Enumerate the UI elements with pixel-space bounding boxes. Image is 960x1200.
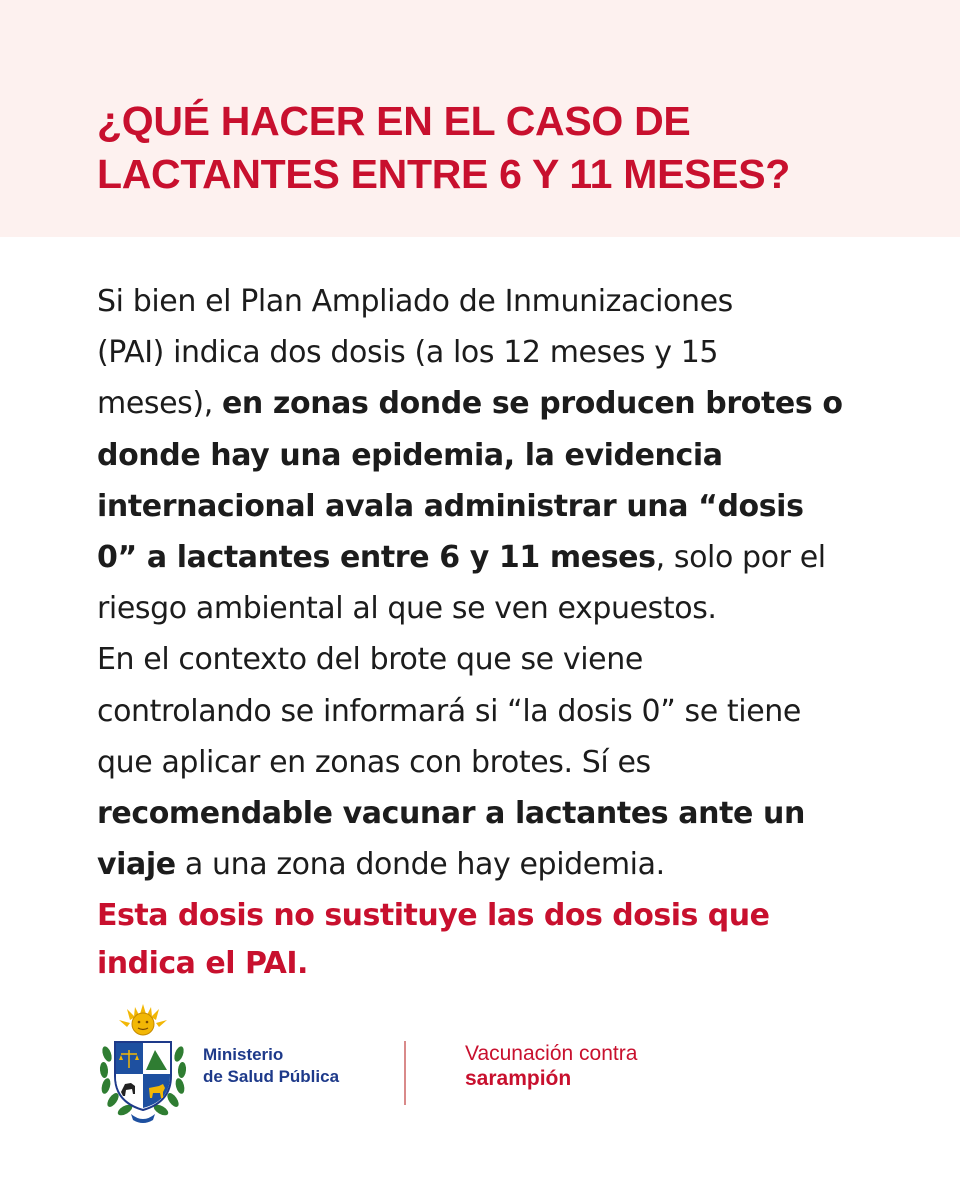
body-line: Si bien el Plan Ampliado de Inmunizaciones bbox=[97, 284, 733, 319]
body-text-segment: meses), bbox=[97, 386, 222, 422]
title-line: ¿QUÉ HACER EN EL CASO DE bbox=[97, 98, 691, 144]
national-coat-of-arms-icon bbox=[97, 1004, 189, 1126]
title-line: LACTANTES ENTRE 6 Y 11 MESES? bbox=[97, 151, 791, 197]
body-paragraph bbox=[97, 276, 897, 890]
body-line: que aplicar en zonas con brotes. Sí es bbox=[97, 744, 651, 780]
header-banner bbox=[0, 0, 960, 237]
body-line bbox=[97, 532, 897, 583]
body-line bbox=[97, 378, 897, 429]
campaign-label bbox=[465, 1041, 637, 1091]
body-bold-segment: 0” a lactantes entre 6 y 11 meses bbox=[97, 540, 656, 576]
body-line: controlando se informará si “la dosis 0” se tiene bbox=[97, 693, 801, 729]
body-line: (PAI) indica dos dosis (a los 12 meses y 15 bbox=[97, 335, 719, 371]
warning-note bbox=[97, 892, 897, 988]
campaign-line: Vacunación contra bbox=[465, 1042, 638, 1065]
body-line bbox=[97, 839, 897, 890]
body-line bbox=[97, 481, 897, 532]
page-title bbox=[97, 95, 917, 201]
body-text-segment: , solo por el bbox=[655, 540, 826, 576]
ministry-name-line: de Salud Pública bbox=[203, 1067, 340, 1086]
ministry-name-line: Ministerio bbox=[203, 1045, 284, 1064]
body-bold-segment: internacional avala administrar una “dosis bbox=[97, 488, 804, 524]
body-text-segment: a una zona donde hay epidemia. bbox=[175, 847, 665, 883]
body-line: riesgo ambiental al que se ven expuestos. bbox=[97, 591, 717, 627]
warning-line: Esta dosis no sustituye las dos dosis que bbox=[97, 898, 770, 933]
warning-line: indica el PAI. bbox=[97, 946, 308, 981]
footer-divider bbox=[404, 1041, 406, 1105]
body-line: En el contexto del brote que se viene bbox=[97, 642, 643, 678]
body-bold-segment: en zonas donde se producen brotes o bbox=[221, 386, 843, 422]
body-line bbox=[97, 430, 897, 481]
body-line bbox=[97, 788, 897, 839]
campaign-line: sarampión bbox=[465, 1067, 572, 1090]
ministry-logotype bbox=[203, 1044, 339, 1088]
footer bbox=[0, 1000, 960, 1130]
body-bold-segment: recomendable vacunar a lactantes ante un bbox=[97, 796, 805, 832]
body-bold-segment: viaje bbox=[97, 847, 176, 883]
body-bold-segment: donde hay una epidemia, la evidencia bbox=[97, 437, 723, 473]
